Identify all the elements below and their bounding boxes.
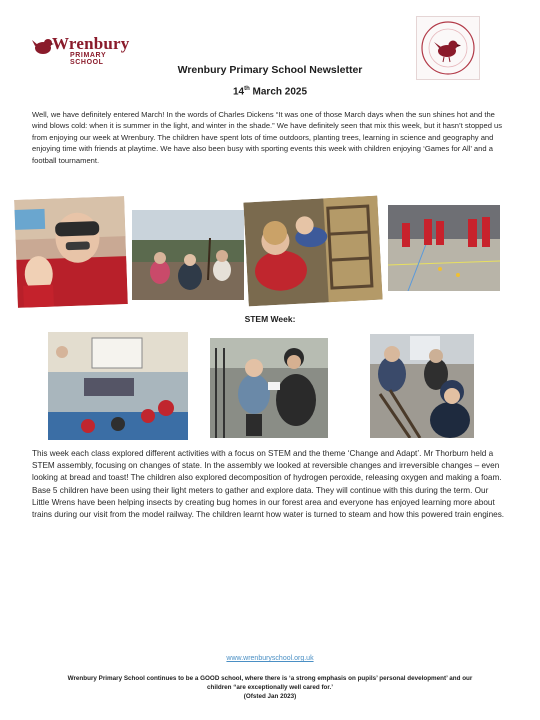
website-link[interactable]: www.wrenburyschool.org.uk	[226, 655, 314, 662]
footer-ofsted	[30, 674, 510, 701]
section-heading: STEM Week:	[244, 314, 296, 324]
photo-games-for-all	[388, 205, 500, 291]
school-logo	[32, 34, 132, 66]
logo-name: Wrenbury	[52, 34, 130, 53]
newsletter-date: 14th March 2025	[232, 86, 308, 98]
photo-child-goggles	[14, 196, 128, 308]
logo-subtitle: PRIMARY SCHOOL	[70, 52, 107, 66]
stem-paragraph: This week each class explored different activities with a focus on STEM and the theme ‘Change and Adapt’. Mr Thorburn held a STEM assembly, focusing on changes of state. In the assembly we looked at reversible changes and irreversible changes – even looking at bread and toast! The children also explored decomposition of hydrogen peroxide, releasing oxygen and making a foam. Base 5 children have been using their light meters to gather and explore data. They will continue with this during the term. Our Little Wrens have been helping insects by creating bug homes in our forest area and everyone has enjoyed learning more about trains during our visit from the model railway. The children learnt how water is turned to steam and how this powered train engines.	[32, 449, 505, 520]
photo-tree-planting	[132, 210, 244, 300]
newsletter-title: Wrenbury Primary School Newsletter	[177, 64, 363, 76]
intro-paragraph: Well, we have definitely entered March! In the words of Charles Dickens “It was one of those March days when the sun shines hot and the wind blows cold: when it is summer in the light, and winter in the shade.” We have definitely seen that mix this week, but it hasn’t stopped us from enjoying our week at Wrenbury. The children have spent lots of time outdoors, planting trees, learning in science and geography and enjoying time with friends at playtime. We have also been busy with sporting events this week with children enjoying ‘Games for All’ and a football tournament.	[32, 110, 503, 165]
wren-bird-icon	[32, 36, 54, 56]
photo-bug-homes	[243, 196, 382, 307]
photo-model-railway	[370, 334, 474, 438]
footer-line-1: Wrenbury Primary School continues to be a GOOD school, where there is ‘a strong emphasis on pupils’ personal development’ and our	[67, 675, 473, 682]
footer-line-3: (Ofsted Jan 2023)	[243, 693, 297, 700]
footer-line-2: children “are exceptionally well cared for.’	[207, 684, 333, 691]
photo-light-meters	[210, 338, 328, 438]
photo-stem-assembly	[48, 332, 188, 440]
